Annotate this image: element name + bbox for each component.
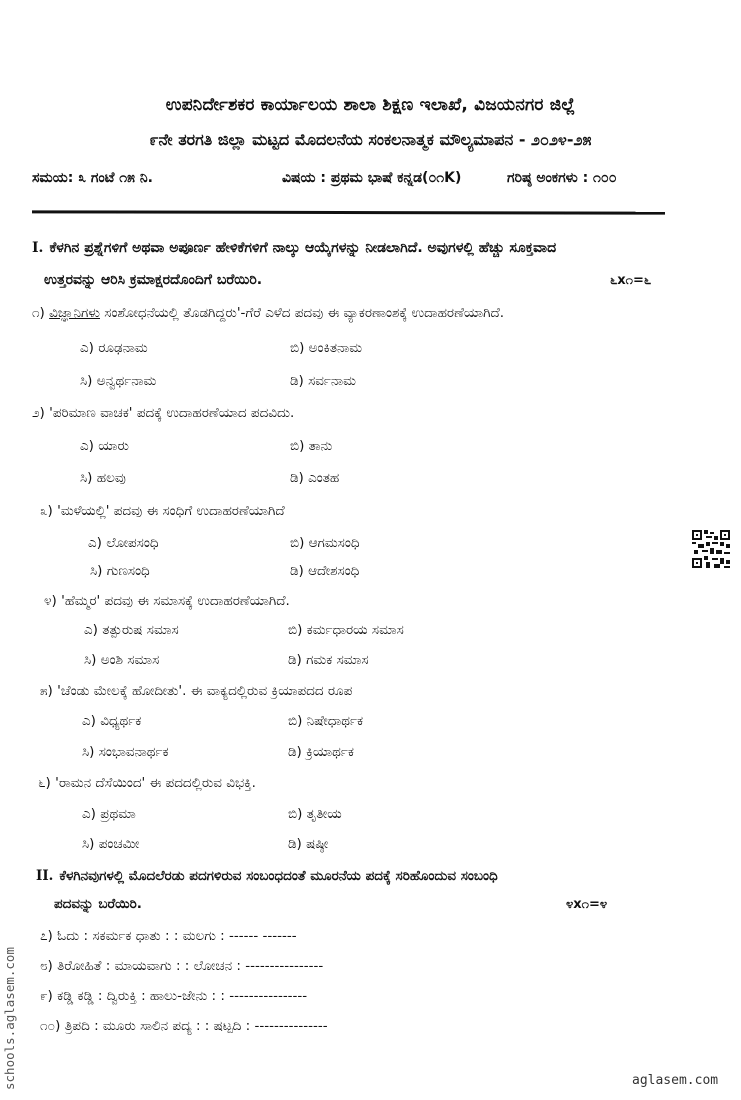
question-3 xyxy=(40,503,285,519)
item-text: ತ್ರಿಪದಿ : ಮೂರು ಸಾಲಿನ ಪದ್ಯ : : ಷಟ್ಪದಿ : --------------- xyxy=(64,1018,328,1034)
question-text: 'ಹೆಮ್ಮರ' ಪದವು ಈ ಸಮಾಸಕ್ಕೆ ಉದಾಹರಣೆಯಾಗಿದೆ. xyxy=(61,593,290,609)
item-text: ತಿರೋಹಿತೆ : ಮಾಯವಾಗು : : ಲೋಚನ : ---------------- xyxy=(57,958,324,974)
question-text: 'ಪರಿಮಾಣ ವಾಚಕ' ಪದಕ್ಕೆ ಉದಾಹರಣೆಯಾದ ಪದವಿದು. xyxy=(49,405,295,421)
option-b: ಬಿ) ಅಂಕಿತನಾಮ xyxy=(290,340,363,356)
question-2 xyxy=(32,405,294,421)
section1-number: I. xyxy=(32,240,44,256)
question-1 xyxy=(32,305,504,321)
section2-instruction xyxy=(36,868,498,884)
side-watermark: schools.aglasem.com xyxy=(2,947,17,1090)
option-c: ಸಿ) ಗುಣಸಂಧಿ xyxy=(90,563,150,579)
underlined-word: ವಿಜ್ಞಾನಿಗಳು xyxy=(49,305,100,321)
section2-number: II. xyxy=(36,868,54,884)
item-number: ೧೦) xyxy=(40,1018,61,1034)
office-title: ಉಪನಿರ್ದೇಶಕರ ಕಾರ್ಯಾಲಯ ಶಾಲಾ ಶಿಕ್ಷಣ ಇಲಾಖೆ, ವಿಜಯನಗರ ಜಿಲ್ಲೆ xyxy=(165,95,576,115)
question-4 xyxy=(44,593,290,609)
item-text: ಓದು : ಸಕರ್ಮಕ ಧಾತು : : ಮಲಗು : ------ ------- xyxy=(57,928,297,944)
option-b: ಬಿ) ನಿಷೇಧಾರ್ಥಕ xyxy=(288,713,364,729)
option-a: ಎ) ರೂಢನಾಮ xyxy=(80,340,148,356)
option-d: ಡಿ) ಕ್ರಿಯಾರ್ಥಕ xyxy=(288,744,354,760)
question-text: 'ಚೆಂಡು ಮೇಲಕ್ಕೆ ಹೋದೀತು'. ಈ ವಾಕ್ಯದಲ್ಲಿರುವ ಕ್ರಿಯಾಪದದ ರೂಪ xyxy=(57,683,353,699)
analogy-item-10 xyxy=(40,1018,328,1034)
option-b: ಬಿ) ಆಗಮಸಂಧಿ xyxy=(290,535,360,551)
question-text: 'ರಾಮನ ದೆಸೆಯಿಂದ' ಈ ಪದದಲ್ಲಿರುವ ವಿಭಕ್ತಿ. xyxy=(55,775,256,791)
option-a: ಎ) ತತ್ಪುರುಷ ಸಮಾಸ xyxy=(84,622,179,638)
section1-instruction-line2: ಉತ್ತರವನ್ನು ಆರಿಸಿ ಕ್ರಮಾಕ್ಷರದೊಂದಿಗೆ ಬರೆಯಿರಿ. xyxy=(44,272,263,288)
option-d: ಡಿ) ಷಷ್ಠೀ xyxy=(288,836,329,852)
option-c: ಸಿ) ಅನ್ವರ್ಥನಾಮ xyxy=(80,373,157,389)
exam-subject: ವಿಷಯ : ಪ್ರಥಮ ಭಾಷೆ ಕನ್ನಡ(೦೧K) xyxy=(282,170,462,186)
header-divider xyxy=(32,210,665,214)
section2-instruction-line1: ಕೆಳಗಿನವುಗಳಲ್ಲಿ ಮೊದಲೆರಡು ಪದಗಳಿರುವ ಸಂಬಂಧದಂತೆ ಮೂರನೆಯ ಪದಕ್ಕೆ ಸರಿಹೊಂದುವ ಸಂಬಂಧಿ xyxy=(59,868,498,884)
item-number: ೯) xyxy=(40,988,53,1004)
item-number: ೮) xyxy=(40,958,53,974)
option-d: ಡಿ) ಎಂತಹ xyxy=(290,470,340,486)
option-b: ಬಿ) ಕರ್ಮಧಾರಯ ಸಮಾಸ xyxy=(288,622,404,638)
section1-instruction xyxy=(32,240,556,256)
option-d: ಡಿ) ಸರ್ವನಾಮ xyxy=(290,373,357,389)
bottom-watermark: aglasem.com xyxy=(632,1073,719,1088)
question-number: ೪) xyxy=(44,593,57,609)
section1-marks: ೬x೧=೬ xyxy=(610,273,652,288)
section2-instruction-line2: ಪದವನ್ನು ಬರೆಯಿರಿ. xyxy=(54,896,142,912)
exam-title: ೯ನೇ ತರಗತಿ ಜಿಲ್ಲಾ ಮಟ್ಟದ ಮೊದಲನೆಯ ಸಂಕಲನಾತ್ಮಕ ಮೌಲ್ಯಮಾಪನ - ೨೦೨೪-೨೫ xyxy=(149,130,592,149)
option-c: ಸಿ) ಅಂಶಿ ಸಮಾಸ xyxy=(84,652,160,668)
question-number: ೨) xyxy=(32,405,45,421)
qr-code-icon xyxy=(692,530,730,568)
item-text: ಕಡ್ಡಿ ಕಡ್ಡಿ : ದ್ವಿರುಕ್ತಿ : ಹಾಲು-ಜೇನು : : ---------------- xyxy=(57,988,308,1004)
question-number: ೬) xyxy=(38,775,51,791)
option-a: ಎ) ಲೋಪಸಂಧಿ xyxy=(88,535,159,551)
question-number: ೫) xyxy=(40,683,53,699)
option-c: ಸಿ) ಪಂಚಮೀ xyxy=(82,836,140,852)
option-b: ಬಿ) ತಾನು xyxy=(290,438,333,454)
question-5 xyxy=(40,683,352,699)
question-number: ೩) xyxy=(40,503,53,519)
question-number: ೧) xyxy=(32,305,45,321)
section2-marks: ೪x೧=೪ xyxy=(566,897,608,912)
option-b: ಬಿ) ತೃತೀಯ xyxy=(288,806,342,822)
analogy-item-9 xyxy=(40,988,307,1004)
option-d: ಡಿ) ಗಮಕ ಸಮಾಸ xyxy=(288,652,369,668)
option-c: ಸಿ) ಹಲವು xyxy=(80,470,126,486)
exam-time: ಸಮಯ: ೩ ಗಂಟೆ ೧೫ ನಿ. xyxy=(32,170,153,186)
option-a: ಎ) ಯಾರು xyxy=(80,438,129,454)
analogy-item-8 xyxy=(40,958,323,974)
item-number: ೭) xyxy=(40,928,53,944)
question-6 xyxy=(38,775,256,791)
question-text: ಸಂಶೋಧನೆಯಲ್ಲಿ ತೊಡಗಿದ್ದರು'-ಗೆರೆ ಎಳೆದ ಪದವು ಈ ವ್ಯಾಕರಣಾಂಶಕ್ಕೆ ಉದಾಹರಣೆಯಾಗಿದೆ. xyxy=(99,305,505,321)
question-text: 'ಮಳೆಯಲ್ಲಿ' ಪದವು ಈ ಸಂಧಿಗೆ ಉದಾಹರಣೆಯಾಗಿದೆ xyxy=(57,503,285,519)
option-a: ಎ) ಪ್ರಥಮಾ xyxy=(82,806,136,822)
section1-instruction-line1: ಕೆಳಗಿನ ಪ್ರಶ್ನೆಗಳಿಗೆ ಅಥವಾ ಅಪೂರ್ಣ ಹೇಳಿಕೆಗಳಿಗೆ ನಾಲ್ಕು ಆಯ್ಕೆಗಳನ್ನು ನೀಡಲಾಗಿದೆ. ಅವುಗಳಲ್ಲಿ ಹೆಚ್ಚು ಸೂಕ್ತವಾದ xyxy=(49,240,557,256)
max-marks: ಗರಿಷ್ಠ ಅಂಕಗಳು : ೧೦೦ xyxy=(507,170,617,186)
option-a: ಎ) ವಿಧ್ಯರ್ಥಕ xyxy=(82,713,142,729)
option-d: ಡಿ) ಆದೇಶಸಂಧಿ xyxy=(290,563,360,579)
option-c: ಸಿ) ಸಂಭಾವನಾರ್ಥಕ xyxy=(82,744,169,760)
analogy-item-7 xyxy=(40,928,297,944)
